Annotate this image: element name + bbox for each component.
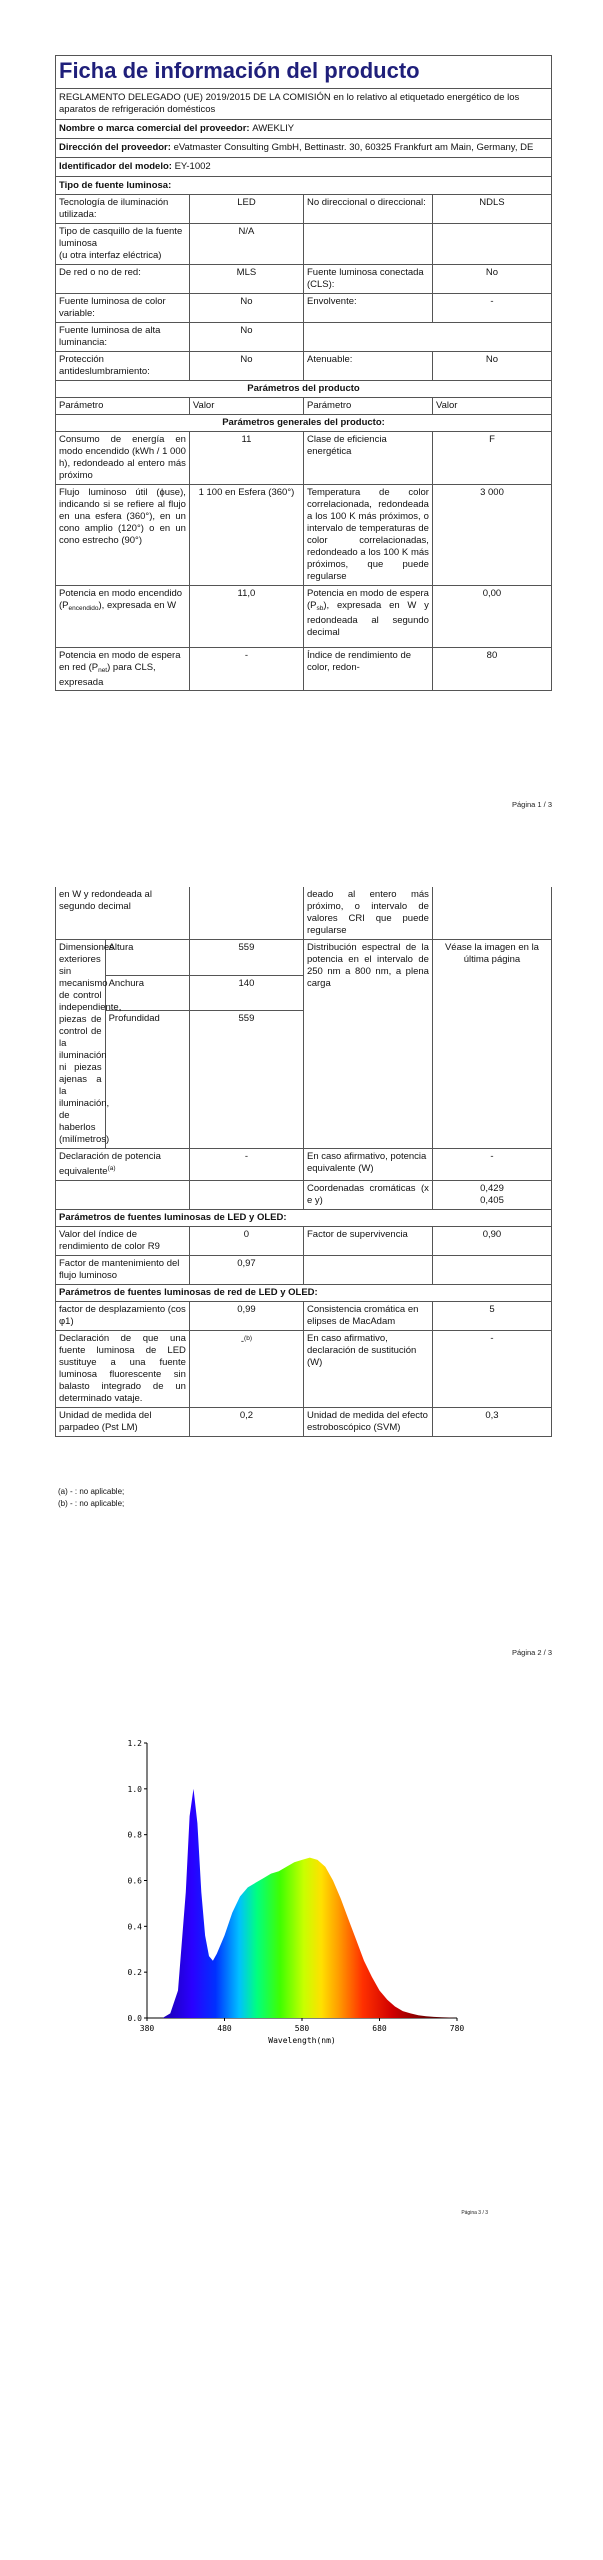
table-row: Coordenadas cromáticas (x e y) 0,429 0,405 [56, 1181, 552, 1210]
source-type-heading: Tipo de fuente luminosa: [56, 176, 551, 195]
x-tick-label: 480 [217, 2024, 232, 2033]
page-2-sheet [55, 887, 552, 1437]
table-row: Consumo de energía en modo encendido (kWh / 1 000 h), redondeado al entero más próximo 11 Clase de eficiencia energética F [56, 432, 552, 485]
table-row: Factor de mantenimiento del flujo luminoso 0,97 [56, 1256, 552, 1285]
x-tick-label: 680 [372, 2024, 387, 2033]
table-row: en W y redondeada al segundo decimal deado al entero más próximo, o intervalo de valores CRI que puede regularse [56, 887, 552, 940]
table-row: Potencia en modo encendido $(P_{encendido})$, expresada en W 11,0 Potencia en modo de espera $(P_{sb})$, expresada en W y redondeada al segundo decimal 0,00 [56, 586, 552, 648]
table-row: Protección antideslumbramiento: No Atenuable: No [56, 352, 552, 381]
spectrum-area [163, 1789, 458, 2018]
x-tick-label: 580 [294, 2024, 310, 2033]
product-table-page-1 [55, 194, 552, 691]
page-1-sheet [55, 55, 552, 691]
y-tick-label: 1.2 [127, 1739, 142, 1748]
table-row: Tecnología de iluminación utilizada: LED No direccional o direccional: NDLS [56, 195, 552, 224]
table-row: Anchura 140 [56, 975, 552, 1011]
table-row: Valor del índice de rendimiento de color R9 0 Factor de supervivencia 0,90 [56, 1227, 552, 1256]
y-tick-label: 0.2 [127, 1968, 142, 1978]
supplier-brand-row: Nombre o marca comercial del proveedor: AWEKLIY [56, 119, 551, 138]
document-title: Ficha de información del producto [59, 58, 420, 83]
page-number-1: Página 1 / 3 [511, 800, 552, 809]
table-row: Dimensiones exteriores sin mecanismo de control independiente, piezas de control de la iluminación ni piezas ajenas a la iluminación, de haberlos (milímetros) Altura 559 Distribución espectral de la potencia en el intervalo de 250 nm a 800 nm, a plena carga Véase la imagen en la última página [56, 940, 552, 976]
table-row: Fuente luminosa de color variable: No Envolvente: - [56, 294, 552, 323]
x-tick-label: 380 [139, 2024, 155, 2033]
spectral-power-chart [112, 1723, 492, 2048]
table-header-row: Parámetro Valor Parámetro Valor [56, 398, 552, 415]
table-row: Profundidad 559 [56, 1011, 552, 1149]
section-heading: Parámetros de fuentes luminosas de LED y OLED: [56, 1210, 552, 1227]
table-row: Declaración de potencia equivalente$^{(a)}$ - En caso afirmativo, potencia equivalente (W) - [56, 1149, 552, 1181]
x-tick-label: 780 [449, 2024, 465, 2033]
section-heading: Parámetros generales del producto: [56, 415, 552, 432]
spectrum-svg [112, 1723, 492, 2048]
table-row: Unidad de medida del parpadeo (Pst LM) 0,2 Unidad de medida del efecto estroboscópico (SVM) 0,3 [56, 1408, 552, 1437]
table-row: Potencia en modo de espera en red $(P_{net})$ para CLS, expresada - Índice de rendimiento de color, redon- 80 [56, 648, 552, 692]
supplier-address-row: Dirección del proveedor: eVatmaster Consulting GmbH, Bettinastr. 30, 60325 Frankfurt am Main, Germany, DE [56, 138, 551, 157]
regulation-text: REGLAMENTO DELEGADO (UE) 2019/2015 DE LA COMISIÓN en lo relativo al etiquetado energético de los aparatos de refrigeración domésticos [56, 88, 551, 119]
y-tick-label: 1.0 [127, 1784, 142, 1794]
y-tick-label: 0.4 [127, 1922, 142, 1932]
y-tick-label: 0.0 [127, 2014, 142, 2023]
table-row: De red o no de red: MLS Fuente luminosa conectada (CLS): No [56, 265, 552, 294]
y-tick-label: 0.8 [127, 1830, 142, 1840]
x-axis-label: Wavelength(nm) [268, 2036, 336, 2045]
y-tick-label: 0.6 [127, 1876, 142, 1886]
table-row: Fuente luminosa de alta luminancia: No [56, 323, 552, 352]
table-row: Declaración de que una fuente luminosa de LED sustituye a una fuente luminosa fluorescente sin balasto integrado de un determinado vataje. -$^{(b)}$ En caso afirmativo, declaración de sustitución (W) - [56, 1331, 552, 1408]
model-id-row: Identificador del modelo: EY-1002 [56, 157, 551, 176]
section-heading: Parámetros del producto [56, 381, 552, 398]
table-row: Tipo de casquillo de la fuente luminosa (u otra interfaz eléctrica) N/A [56, 224, 552, 265]
page-number-2: Página 2 / 3 [511, 1648, 552, 1657]
section-heading: Parámetros de fuentes luminosas de red de LED y OLED: [56, 1285, 552, 1302]
page-number-3: Página 3 / 3 [461, 2210, 488, 2216]
product-table-page-2 [55, 887, 552, 1437]
table-row: Flujo luminoso útil (ɸuse), indicando si se refiere al flujo en una esfera (360°), en un cono amplio (120°) o en un cono estrecho (90°) 1 100 en Esfera (360°) Temperatura de color correlacionada, redondeada a los 100 K más próximos, o intervalo de temperaturas de color correlacionadas, redondeado a los 100 K más próximos, que puede regularse 3 000 [56, 485, 552, 586]
footnotes: (a) - : no aplicable; (b) - : no aplicable; [58, 1487, 125, 1508]
table-row: factor de desplazamiento (cos φ1) 0,99 Consistencia cromática en elipses de MacAdam 5 [56, 1302, 552, 1331]
